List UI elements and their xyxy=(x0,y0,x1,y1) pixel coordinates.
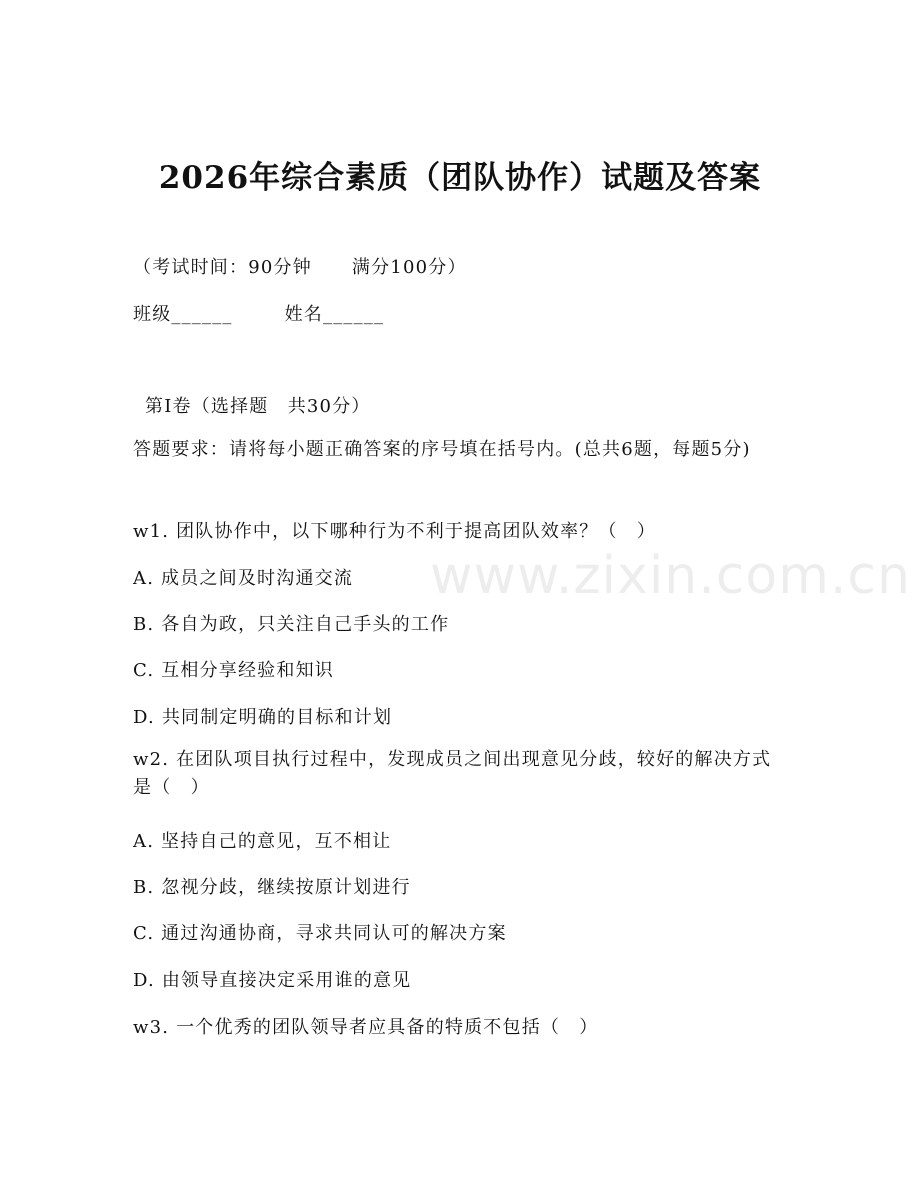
question-stem: w3. 一个优秀的团队领导者应具备的特质不包括（ ） xyxy=(133,1017,599,1038)
question-stem: w2. 在团队项目执行过程中，发现成员之间出现意见分歧，较好的解决方式是（ ） xyxy=(133,749,772,798)
question-stem: w1. 团队协作中，以下哪种行为不利于提高团队效率？（ ） xyxy=(133,521,657,542)
exam-info xyxy=(133,253,467,279)
question-option: C. 互相分享经验和知识 xyxy=(133,660,334,681)
class-field: 班级______ xyxy=(133,304,233,325)
question-option: B. 各自为政，只关注自己手头的工作 xyxy=(133,614,450,635)
question-option: A. 成员之间及时沟通交流 xyxy=(133,568,354,589)
exam-time: （考试时间：90分钟 xyxy=(133,257,312,278)
question-option: C. 通过沟通协商，寻求共同认可的解决方案 xyxy=(133,923,507,944)
watermark: www.zixin.com.cn xyxy=(430,546,911,606)
question-option: A. 坚持自己的意见，互不相让 xyxy=(133,831,392,852)
name-field: 姓名______ xyxy=(284,304,385,325)
full-score: 满分100分） xyxy=(351,257,467,278)
page-title: 2026年综合素质（团队协作）试题及答案 xyxy=(158,160,762,196)
question-option: D. 由领导直接决定采用谁的意见 xyxy=(133,970,412,991)
question-option: B. 忽视分歧，继续按原计划进行 xyxy=(133,877,411,898)
section-title: 第Ⅰ卷（选择题 共30分） xyxy=(145,396,371,417)
question-option: D. 共同制定明确的目标和计划 xyxy=(133,707,393,728)
student-info xyxy=(133,300,384,326)
instructions: 答题要求：请将每小题正确答案的序号填在括号内。(总共6题，每题5分) xyxy=(133,439,751,460)
